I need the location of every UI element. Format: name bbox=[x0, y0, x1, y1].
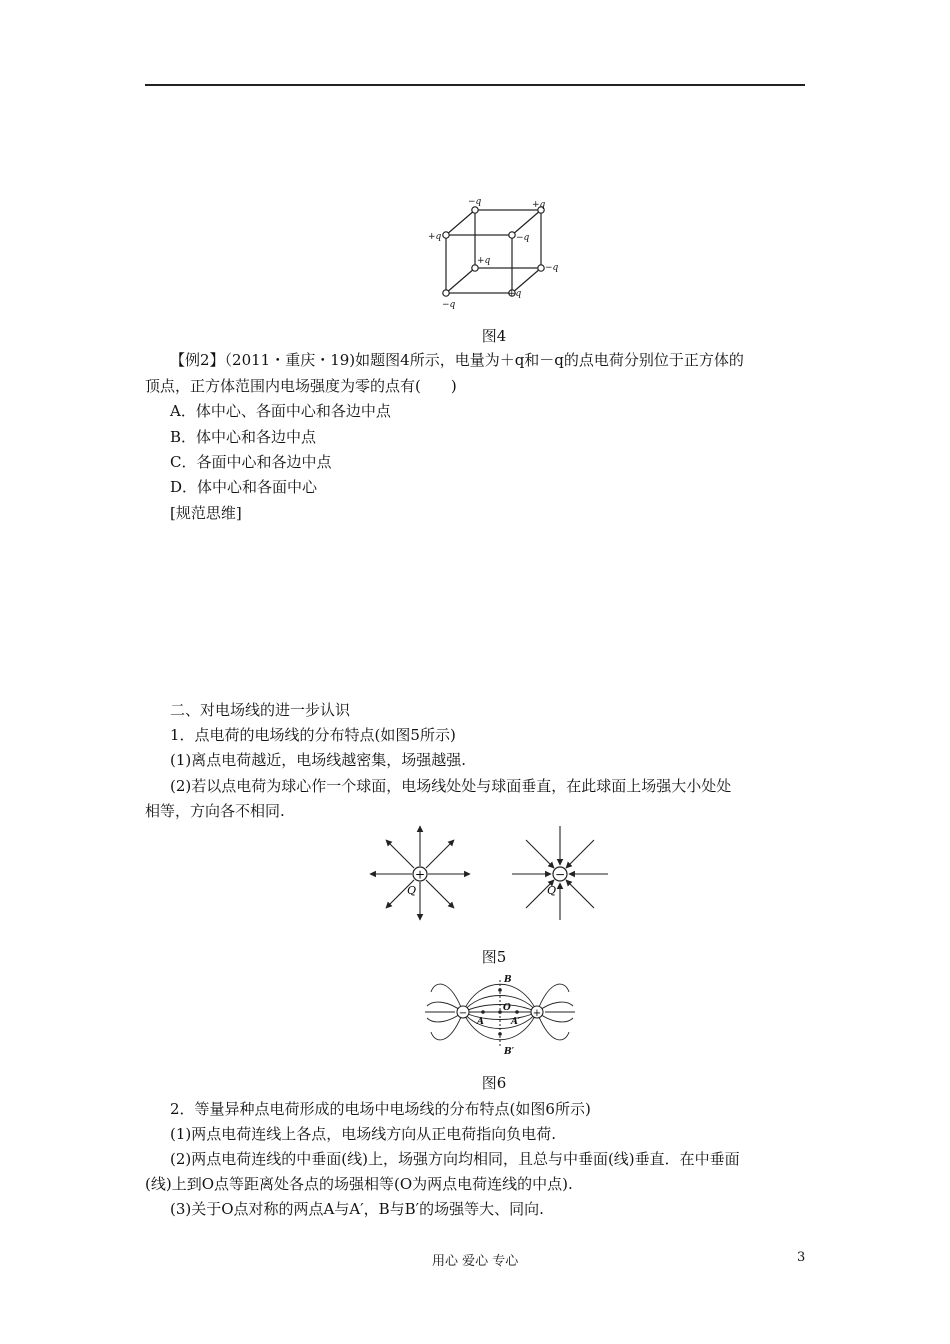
charge-label: −q bbox=[468, 197, 482, 207]
option-c: C．各面中心和各边中点 bbox=[170, 453, 332, 471]
option-b: B．体中心和各边中点 bbox=[170, 428, 317, 446]
charge-label: +q bbox=[428, 232, 442, 242]
footer-slogan: 用心 爱心 专心 bbox=[432, 1254, 519, 1269]
charge-q-label: Q bbox=[407, 884, 417, 897]
charge-label: −q bbox=[545, 263, 559, 273]
section-2-q2a: (2)两点电荷连线的中垂面(线)上，场强方向均相同，且总与中垂面(线)垂直．在中垂面 bbox=[170, 1150, 740, 1168]
figure-6-caption: 图6 bbox=[481, 1074, 507, 1092]
example-2-line-2: 顶点，正方体范围内电场强度为零的点有( ) bbox=[145, 377, 457, 395]
positive-charge-symbol: + bbox=[414, 867, 426, 882]
example-2-line-1: 【例2】（2011・重庆・19)如题图4所示，电量为＋q和－q的点电荷分别位于正方体的 bbox=[170, 351, 744, 369]
section-2-point-1: (1)离点电荷越近，电场线越密集，场强越强. bbox=[170, 751, 467, 769]
section-2-title: 二、对电场线的进一步认识 bbox=[170, 701, 351, 719]
header-rule bbox=[145, 84, 805, 86]
point-a-label: A bbox=[477, 1017, 484, 1027]
section-2-q2b: (线)上到O点等距离处各点的场强相等(O为两点电荷连线的中点). bbox=[145, 1175, 573, 1193]
point-b-label: B bbox=[504, 975, 512, 985]
option-d: D．体中心和各面中心 bbox=[170, 478, 318, 496]
section-2-point-2a: (2)若以点电荷为球心作一个球面，电场线处处与球面垂直，在此球面上场强大小处处 bbox=[170, 777, 732, 795]
positive-charge-symbol: + bbox=[532, 1008, 542, 1019]
charge-label: +q bbox=[532, 200, 546, 210]
point-a-prime-label: A′ bbox=[511, 1017, 521, 1027]
section-2-point-2b: 相等，方向各不相同. bbox=[145, 802, 285, 820]
note-thinking: [规范思维] bbox=[170, 504, 242, 522]
section-2-q3: (3)关于O点对称的两点A与A′，B与B′的场强等大、同向. bbox=[170, 1200, 544, 1218]
charge-label: +q bbox=[508, 289, 522, 299]
negative-charge-symbol: − bbox=[458, 1008, 468, 1019]
figure-4-cube-diagram bbox=[420, 195, 560, 310]
section-2-item-1: 1．点电荷的电场线的分布特点(如图5所示) bbox=[170, 726, 456, 744]
section-2-item-2: 2．等量异种点电荷形成的电场中电场线的分布特点(如图6所示) bbox=[170, 1100, 591, 1118]
point-b-prime-label: B′ bbox=[504, 1047, 514, 1057]
option-a: A．体中心、各面中心和各边中点 bbox=[170, 402, 391, 420]
point-o-label: O bbox=[503, 1003, 511, 1013]
negative-charge-symbol: − bbox=[554, 867, 566, 882]
charge-label: −q bbox=[516, 233, 530, 243]
section-2-q1: (1)两点电荷连线上各点，电场线方向从正电荷指向负电荷. bbox=[170, 1125, 557, 1143]
charge-q-label: Q bbox=[547, 884, 557, 897]
figure-4-caption: 图4 bbox=[481, 327, 507, 345]
charge-label: −q bbox=[442, 300, 456, 310]
figure-6-dipole-field bbox=[425, 970, 575, 1060]
charge-label: +q bbox=[477, 256, 491, 266]
page-number: 3 bbox=[797, 1250, 806, 1265]
figure-5-caption: 图5 bbox=[481, 948, 507, 966]
figure-5-point-charge-fields bbox=[360, 822, 620, 922]
